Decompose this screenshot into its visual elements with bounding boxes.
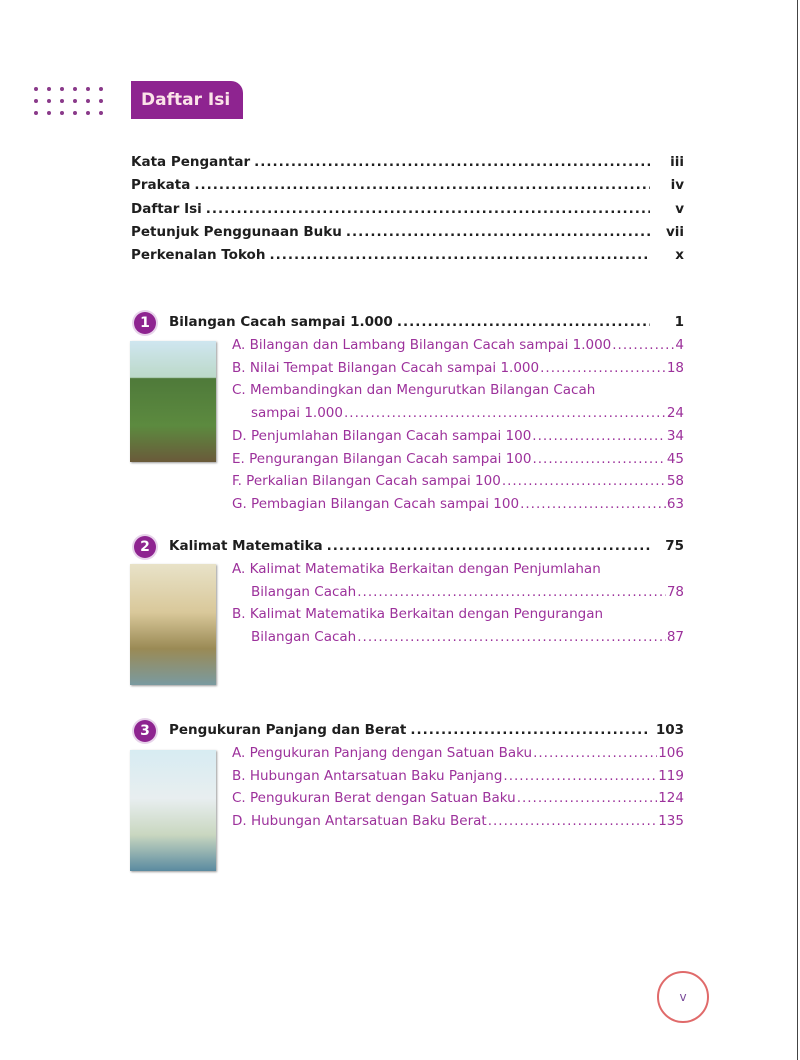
dot-leader [346,221,650,244]
chapter-title: Pengukuran Panjang dan Berat [169,722,407,738]
toc-entry-page: x [675,247,684,264]
section-entry[interactable] [232,357,684,380]
toc-entry-page: 24 [666,405,684,422]
toc-entry-page: 119 [658,767,684,784]
toc-entry-label: F. Perkalian Bilangan Cacah sampai 100 [232,473,501,490]
toc-entry-label: Perkenalan Tokoh [131,247,266,264]
chapter-page: 103 [655,722,684,738]
toc-entry-label: C. Membandingkan dan Mengurutkan Bilangan Cacah [232,382,596,399]
dot-leader [532,425,666,448]
section-entry[interactable] [232,603,684,626]
section-entry-continued[interactable] [251,581,684,604]
dot-leader [194,174,650,197]
toc-entry-label: Bilangan Cacah [251,629,357,646]
chapter-heading[interactable] [169,311,684,334]
toc-entry-label: C. Pengukuran Berat dengan Satuan Baku [232,790,516,807]
chapter-cover-thumbnail [130,341,216,462]
dot-leader [517,787,658,810]
toc-entry-label: B. Hubungan Antarsatuan Baku Panjang [232,767,503,784]
toc-entry-page: vii [665,223,684,240]
chapter-cover-thumbnail [130,564,216,685]
dot-leader [503,765,657,788]
section-entry[interactable] [232,470,684,493]
toc-entry-label: E. Pengurangan Bilangan Cacah sampai 100 [232,450,532,467]
toc-entry-label: A. Kalimat Matematika Berkaitan dengan Penjumlahan [232,561,601,577]
toc-entry-label: B. Kalimat Matematika Berkaitan dengan Pengurangan [232,606,604,623]
toc-entry-page: 58 [666,473,684,490]
dot-leader [254,151,650,174]
toc-entry[interactable] [131,221,684,244]
toc-entry-label: B. Nilai Tempat Bilangan Cacah sampai 1.000 [232,359,540,376]
section-entry[interactable] [232,558,684,581]
toc-entry-page: iv [670,177,684,194]
dot-leader [532,448,665,471]
toc-entry-page: 34 [666,427,684,444]
dot-leader [344,402,666,425]
toc-entry-label: Daftar Isi [131,200,202,217]
dot-leader [540,357,666,380]
page-title: Daftar Isi [131,81,243,119]
section-entry[interactable] [232,493,684,516]
section-entry[interactable] [232,810,684,833]
toc-entry-page: 106 [658,745,684,761]
section-entry[interactable] [232,742,684,765]
dot-leader [397,311,650,334]
dot-leader [357,581,666,604]
toc-entry-label: Petunjuk Penggunaan Buku [131,223,342,240]
section-entry[interactable] [232,787,684,810]
dot-leader [206,198,650,221]
dot-leader [327,535,650,558]
chapter-heading[interactable] [169,719,684,742]
toc-entry-label: sampai 1.000 [251,405,343,422]
toc-entry-label: Bilangan Cacah [251,583,357,600]
toc-entry-label: A. Bilangan dan Lambang Bilangan Cacah sampai 1.000 [232,337,612,353]
toc-entry-label: G. Pembagian Bilangan Cacah sampai 100 [232,495,520,512]
toc-entry-label: Prakata [131,177,191,194]
toc-entry-page: v [675,200,684,217]
dot-leader [612,334,674,357]
toc-entry-page: 63 [666,495,684,512]
dot-leader [488,810,658,833]
chapter-title: Kalimat Matematika [169,538,323,554]
chapter-page: 75 [665,538,684,554]
dot-leader [502,470,666,493]
dot-leader [533,742,657,765]
chapter-cover-thumbnail [130,750,216,871]
toc-entry-page: 78 [666,583,684,600]
section-entry[interactable] [232,448,684,471]
section-entry-continued[interactable] [251,402,684,425]
dot-leader [269,244,650,267]
toc-entry[interactable] [131,198,684,221]
toc-entry-label: Kata Pengantar [131,154,251,170]
section-entry[interactable] [232,765,684,788]
toc-entry-page: 124 [658,790,684,807]
toc-entry-label: D. Penjumlahan Bilangan Cacah sampai 100 [232,427,532,444]
decorative-dots [34,87,112,115]
page-number: v [657,971,709,1023]
chapter-number-badge: 1 [134,312,156,334]
dot-leader [520,493,666,516]
chapter-number-badge: 3 [134,720,156,742]
dot-leader [410,719,650,742]
chapter-number-badge: 2 [134,536,156,558]
toc-entry-page: 18 [666,359,684,376]
toc-entry-page: 45 [666,450,684,467]
section-entry-continued[interactable] [251,626,684,649]
dot-leader [357,626,666,649]
section-entry[interactable] [232,379,684,402]
section-entry[interactable] [232,334,684,357]
toc-entry-page: 135 [658,813,684,830]
toc-entry-page: 4 [675,337,684,353]
toc-entry[interactable] [131,244,684,267]
chapter-title: Bilangan Cacah sampai 1.000 [169,314,393,330]
toc-entry-label: A. Pengukuran Panjang dengan Satuan Baku [232,745,533,761]
toc-entry[interactable] [131,174,684,197]
toc-entry[interactable] [131,151,684,174]
chapter-heading[interactable] [169,535,684,558]
toc-entry-page: iii [670,154,684,170]
toc-entry-page: 87 [666,629,684,646]
toc-entry-label: D. Hubungan Antarsatuan Baku Berat [232,813,487,830]
section-entry[interactable] [232,425,684,448]
chapter-page: 1 [674,314,684,330]
